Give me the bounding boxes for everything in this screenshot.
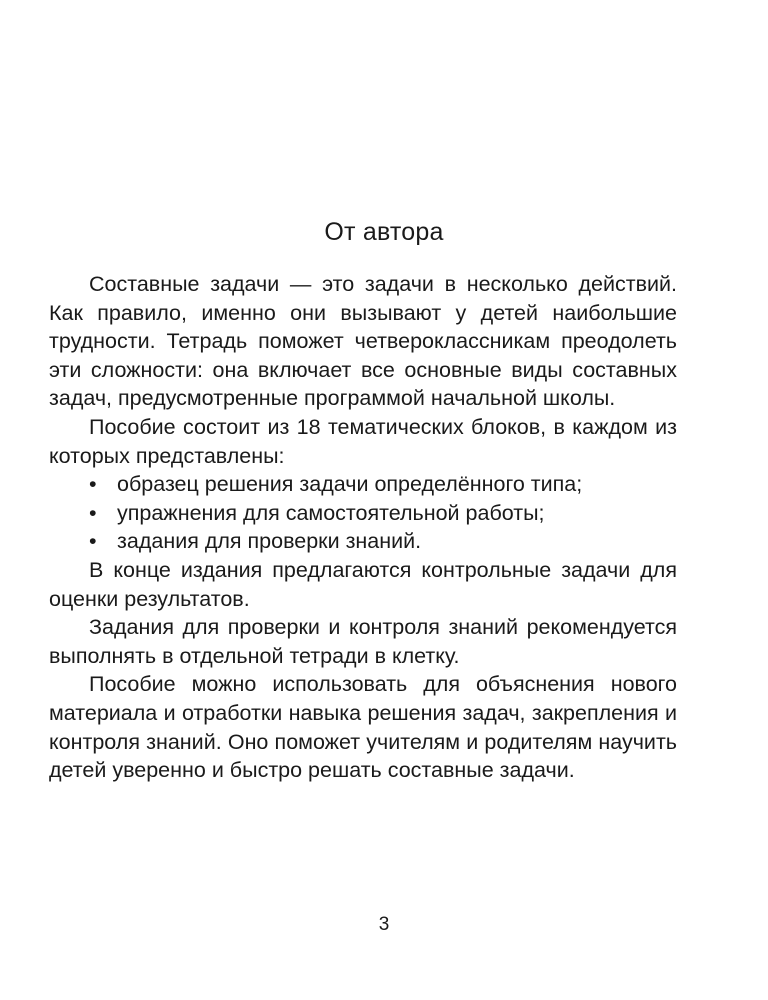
list-item <box>49 499 677 528</box>
list-item <box>49 527 677 556</box>
paragraph-notebook: Задания для проверки и контроля знаний рекомендуется выполнять в отдельной тетради в клетку. <box>49 615 677 668</box>
paragraph-intro: Составные задачи — это задачи в несколько действий. Как правило, именно они вызывают у детей наибольшие трудности. Тетрадь поможет четвероклассникам преодолеть эти сложности: она включает все основные виды составных задач, предусмотренные программой начальной школы. <box>49 272 677 411</box>
bullet-icon: • <box>89 529 97 554</box>
bullet-icon: • <box>89 472 97 497</box>
list-item-text: образец решения задачи определённого типа; <box>117 472 583 497</box>
bullet-icon: • <box>89 500 97 525</box>
paragraph-structure: Пособие состоит из 18 тематических блоков, в каждом из которых представлены: <box>49 414 677 468</box>
page-title: От автора <box>324 218 444 246</box>
paragraph-usage: Пособие можно использовать для объяснения нового материала и отработки навыка решения задач, закрепления и контроля знаний. Оно поможет учителям и родителям научить детей уверенно и быстро решать составные задачи. <box>49 672 677 783</box>
list-item-text: задания для проверки знаний. <box>117 529 422 554</box>
page-number: 3 <box>378 914 390 935</box>
list-item-text: упражнения для самостоятельной работы; <box>117 500 545 525</box>
body-text <box>49 270 677 785</box>
bullet-list <box>49 470 677 556</box>
paragraph-control-tasks: В конце издания предлагаются контрольные задачи для оценки результатов. <box>49 557 677 611</box>
list-item <box>49 470 677 499</box>
